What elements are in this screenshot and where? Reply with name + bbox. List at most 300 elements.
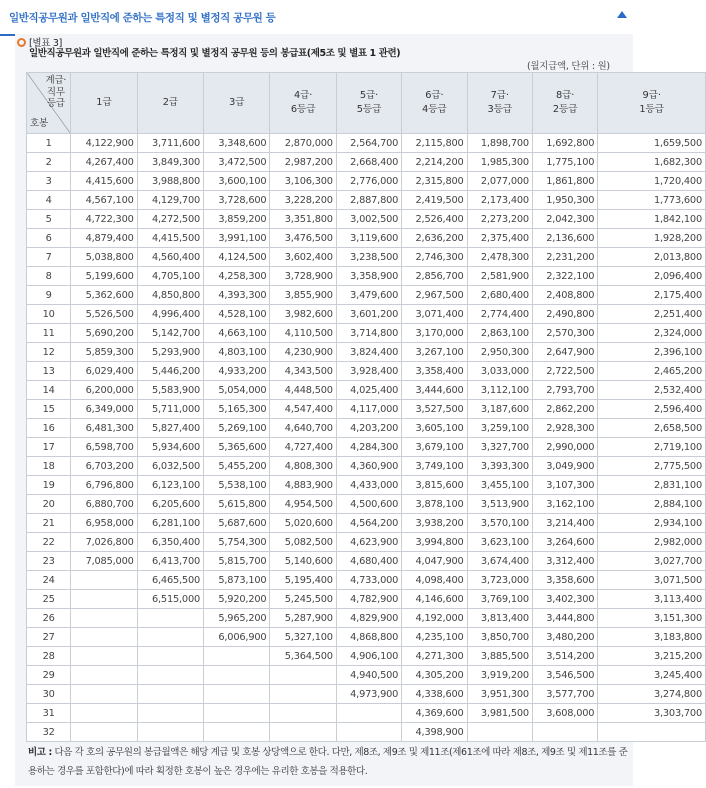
salary-cell: 1,950,300 <box>532 191 597 210</box>
salary-cell: 5,142,700 <box>137 324 203 343</box>
salary-cell: 3,228,200 <box>270 191 336 210</box>
salary-cell: 2,722,500 <box>532 362 597 381</box>
salary-cell <box>204 685 270 704</box>
salary-cell: 3,600,100 <box>204 172 270 191</box>
step-cell: 1 <box>27 134 71 153</box>
salary-cell <box>336 723 401 742</box>
salary-cell: 1,928,200 <box>598 229 706 248</box>
salary-cell: 4,727,400 <box>270 438 336 457</box>
table-annex-label: [별표 3] <box>29 38 63 49</box>
salary-cell: 2,077,000 <box>467 172 532 191</box>
salary-cell: 4,360,900 <box>336 457 401 476</box>
salary-cell: 5,287,900 <box>270 609 336 628</box>
salary-cell: 2,526,400 <box>402 210 467 229</box>
salary-cell <box>137 685 203 704</box>
salary-cell: 2,870,000 <box>270 134 336 153</box>
salary-cell: 6,598,700 <box>71 438 137 457</box>
salary-cell <box>204 723 270 742</box>
salary-cell: 2,863,100 <box>467 324 532 343</box>
salary-cell: 5,020,600 <box>270 514 336 533</box>
salary-cell: 4,122,900 <box>71 134 137 153</box>
salary-cell: 4,433,000 <box>336 476 401 495</box>
salary-cell: 5,293,900 <box>137 343 203 362</box>
salary-cell: 5,754,300 <box>204 533 270 552</box>
salary-cell: 2,490,800 <box>532 305 597 324</box>
salary-cell: 3,988,800 <box>137 172 203 191</box>
salary-cell: 3,749,100 <box>402 457 467 476</box>
salary-cell: 5,362,600 <box>71 286 137 305</box>
salary-cell: 3,215,200 <box>598 647 706 666</box>
salary-cell: 3,981,500 <box>467 704 532 723</box>
salary-cell: 1,861,800 <box>532 172 597 191</box>
table-row <box>27 305 706 324</box>
salary-cell: 5,364,500 <box>270 647 336 666</box>
table-row <box>27 590 706 609</box>
salary-cell: 1,682,300 <box>598 153 706 172</box>
salary-cell: 5,827,400 <box>137 419 203 438</box>
salary-cell <box>71 647 137 666</box>
salary-cell: 1,842,100 <box>598 210 706 229</box>
salary-cell <box>204 666 270 685</box>
salary-cell: 3,358,900 <box>336 267 401 286</box>
salary-cell: 3,183,800 <box>598 628 706 647</box>
salary-cell <box>270 685 336 704</box>
salary-cell <box>71 685 137 704</box>
salary-cell: 3,267,100 <box>402 343 467 362</box>
table-row <box>27 571 706 590</box>
salary-cell: 1,720,400 <box>598 172 706 191</box>
salary-cell: 4,567,100 <box>71 191 137 210</box>
salary-cell: 3,602,400 <box>270 248 336 267</box>
table-row <box>27 362 706 381</box>
salary-cell: 3,728,600 <box>204 191 270 210</box>
salary-cell: 3,214,400 <box>532 514 597 533</box>
table-row <box>27 647 706 666</box>
salary-cell: 4,398,900 <box>402 723 467 742</box>
salary-cell: 3,859,200 <box>204 210 270 229</box>
salary-cell: 7,026,800 <box>71 533 137 552</box>
salary-cell: 4,829,900 <box>336 609 401 628</box>
salary-cell: 4,124,500 <box>204 248 270 267</box>
salary-cell: 3,358,600 <box>532 571 597 590</box>
salary-cell: 2,982,000 <box>598 533 706 552</box>
salary-cell: 2,570,300 <box>532 324 597 343</box>
circle-bullet-icon <box>17 38 26 47</box>
salary-cell: 5,365,600 <box>204 438 270 457</box>
step-cell: 25 <box>27 590 71 609</box>
salary-cell: 6,796,800 <box>71 476 137 495</box>
step-cell: 2 <box>27 153 71 172</box>
table-row <box>27 457 706 476</box>
salary-cell: 4,272,500 <box>137 210 203 229</box>
table-row <box>27 267 706 286</box>
salary-cell: 3,769,100 <box>467 590 532 609</box>
salary-cell: 3,679,100 <box>402 438 467 457</box>
table-row <box>27 210 706 229</box>
salary-cell: 3,623,100 <box>467 533 532 552</box>
salary-cell: 3,312,400 <box>532 552 597 571</box>
salary-cell: 5,269,100 <box>204 419 270 438</box>
salary-cell: 3,033,000 <box>467 362 532 381</box>
salary-cell: 4,284,300 <box>336 438 401 457</box>
salary-cell: 5,082,500 <box>270 533 336 552</box>
salary-cell <box>598 723 706 742</box>
salary-cell: 4,235,100 <box>402 628 467 647</box>
salary-cell: 5,920,200 <box>204 590 270 609</box>
table-row <box>27 419 706 438</box>
salary-cell: 4,940,500 <box>336 666 401 685</box>
salary-cell <box>270 666 336 685</box>
salary-cell: 3,855,900 <box>270 286 336 305</box>
step-cell: 20 <box>27 495 71 514</box>
salary-cell: 3,885,500 <box>467 647 532 666</box>
salary-cell: 2,408,800 <box>532 286 597 305</box>
salary-cell <box>137 647 203 666</box>
salary-cell: 2,465,200 <box>598 362 706 381</box>
salary-cell: 2,396,100 <box>598 343 706 362</box>
column-header: 2급 <box>137 73 203 134</box>
salary-cell: 3,151,300 <box>598 609 706 628</box>
salary-cell: 6,032,500 <box>137 457 203 476</box>
salary-cell: 4,560,400 <box>137 248 203 267</box>
salary-cell: 3,002,500 <box>336 210 401 229</box>
step-cell: 5 <box>27 210 71 229</box>
salary-cell: 2,776,000 <box>336 172 401 191</box>
salary-cell: 4,267,400 <box>71 153 137 172</box>
salary-cell: 3,605,100 <box>402 419 467 438</box>
salary-cell: 3,546,500 <box>532 666 597 685</box>
salary-cell: 3,994,800 <box>402 533 467 552</box>
salary-cell: 3,455,100 <box>467 476 532 495</box>
salary-cell: 3,527,500 <box>402 400 467 419</box>
salary-cell: 6,880,700 <box>71 495 137 514</box>
salary-cell: 3,071,500 <box>598 571 706 590</box>
salary-cell: 4,448,500 <box>270 381 336 400</box>
salary-cell: 1,692,800 <box>532 134 597 153</box>
table-row <box>27 704 706 723</box>
salary-cell: 3,951,300 <box>467 685 532 704</box>
salary-cell: 5,327,100 <box>270 628 336 647</box>
salary-cell: 3,393,300 <box>467 457 532 476</box>
salary-cell: 2,042,300 <box>532 210 597 229</box>
remark-label: 비고 : <box>28 747 52 758</box>
table-row <box>27 324 706 343</box>
salary-cell: 1,898,700 <box>467 134 532 153</box>
salary-cell: 4,547,400 <box>270 400 336 419</box>
salary-cell: 6,200,000 <box>71 381 137 400</box>
salary-cell: 4,722,300 <box>71 210 137 229</box>
step-cell: 6 <box>27 229 71 248</box>
grade-axis-label: 계급· 직무 등급 <box>45 75 67 109</box>
salary-cell: 5,140,600 <box>270 552 336 571</box>
salary-cell: 4,733,000 <box>336 571 401 590</box>
salary-cell <box>137 609 203 628</box>
salary-cell: 1,985,300 <box>467 153 532 172</box>
salary-cell <box>71 723 137 742</box>
salary-cell: 4,663,100 <box>204 324 270 343</box>
salary-cell: 4,564,200 <box>336 514 401 533</box>
salary-cell: 2,775,500 <box>598 457 706 476</box>
salary-cell <box>137 666 203 685</box>
step-cell: 7 <box>27 248 71 267</box>
salary-cell: 4,623,900 <box>336 533 401 552</box>
salary-cell: 5,711,000 <box>137 400 203 419</box>
salary-cell: 6,349,000 <box>71 400 137 419</box>
salary-cell: 5,526,500 <box>71 305 137 324</box>
step-cell: 4 <box>27 191 71 210</box>
salary-cell: 2,322,100 <box>532 267 597 286</box>
step-cell: 19 <box>27 476 71 495</box>
salary-cell: 3,351,800 <box>270 210 336 229</box>
step-cell: 24 <box>27 571 71 590</box>
salary-cell: 3,348,600 <box>204 134 270 153</box>
salary-cell: 1,773,600 <box>598 191 706 210</box>
table-row <box>27 495 706 514</box>
salary-cell: 5,615,800 <box>204 495 270 514</box>
salary-cell <box>71 609 137 628</box>
table-row <box>27 248 706 267</box>
salary-cell: 3,824,400 <box>336 343 401 362</box>
salary-cell: 3,570,100 <box>467 514 532 533</box>
salary-cell: 3,049,900 <box>532 457 597 476</box>
remark-note <box>28 743 628 781</box>
salary-cell: 1,659,500 <box>598 134 706 153</box>
table-row <box>27 381 706 400</box>
salary-cell <box>71 571 137 590</box>
salary-cell: 3,119,600 <box>336 229 401 248</box>
salary-cell: 4,879,400 <box>71 229 137 248</box>
step-cell: 21 <box>27 514 71 533</box>
salary-cell: 4,528,100 <box>204 305 270 324</box>
column-header: 4급· 6등급 <box>270 73 336 134</box>
salary-cell: 4,883,900 <box>270 476 336 495</box>
salary-cell: 3,938,200 <box>402 514 467 533</box>
step-cell: 27 <box>27 628 71 647</box>
salary-cell: 4,996,400 <box>137 305 203 324</box>
salary-cell: 2,478,300 <box>467 248 532 267</box>
salary-cell: 2,564,700 <box>336 134 401 153</box>
salary-cell: 3,106,300 <box>270 172 336 191</box>
table-row <box>27 476 706 495</box>
salary-cell: 3,723,000 <box>467 571 532 590</box>
table-row <box>27 685 706 704</box>
salary-cell: 2,793,700 <box>532 381 597 400</box>
salary-cell: 5,199,600 <box>71 267 137 286</box>
salary-cell: 6,006,900 <box>204 628 270 647</box>
salary-cell: 2,315,800 <box>402 172 467 191</box>
step-cell: 32 <box>27 723 71 742</box>
salary-cell: 3,982,600 <box>270 305 336 324</box>
salary-cell: 5,038,800 <box>71 248 137 267</box>
salary-cell: 2,928,300 <box>532 419 597 438</box>
salary-cell: 3,264,600 <box>532 533 597 552</box>
salary-cell: 3,674,400 <box>467 552 532 571</box>
salary-cell <box>71 666 137 685</box>
remark-text: 다음 각 호의 공무원의 봉급월액은 해당 계급 및 호봉 상당액으로 한다. 다만, 제8조, 제9조 및 제11조(제61조에 따라 제8조, 제9조 및 제11조를 준용하는 경우를 포함한다)에 따라 획정한 호봉이 높은 경우에는 유리한 호봉을 적용한다. <box>28 747 628 777</box>
salary-cell: 4,705,100 <box>137 267 203 286</box>
salary-cell: 3,514,200 <box>532 647 597 666</box>
salary-cell: 2,887,800 <box>336 191 401 210</box>
salary-cell: 2,990,000 <box>532 438 597 457</box>
salary-cell: 6,958,000 <box>71 514 137 533</box>
accordion-header[interactable] <box>0 0 633 36</box>
salary-cell: 2,175,400 <box>598 286 706 305</box>
salary-cell: 2,532,400 <box>598 381 706 400</box>
salary-cell: 3,513,900 <box>467 495 532 514</box>
table-row <box>27 286 706 305</box>
salary-cell <box>204 704 270 723</box>
salary-cell: 2,680,400 <box>467 286 532 305</box>
column-header: 9급· 1등급 <box>598 73 706 134</box>
column-header: 1급 <box>71 73 137 134</box>
salary-cell: 3,071,400 <box>402 305 467 324</box>
salary-cell: 2,719,100 <box>598 438 706 457</box>
salary-cell: 4,973,900 <box>336 685 401 704</box>
salary-cell: 4,415,600 <box>71 172 137 191</box>
table-header-row <box>27 73 706 134</box>
step-cell: 12 <box>27 343 71 362</box>
salary-cell: 4,025,400 <box>336 381 401 400</box>
salary-cell <box>71 628 137 647</box>
salary-cell: 3,327,700 <box>467 438 532 457</box>
salary-cell: 3,170,000 <box>402 324 467 343</box>
step-cell: 8 <box>27 267 71 286</box>
salary-cell: 6,281,100 <box>137 514 203 533</box>
salary-cell: 3,711,600 <box>137 134 203 153</box>
salary-cell: 4,098,400 <box>402 571 467 590</box>
salary-cell: 4,047,900 <box>402 552 467 571</box>
salary-cell: 2,774,400 <box>467 305 532 324</box>
salary-cell <box>467 723 532 742</box>
step-cell: 11 <box>27 324 71 343</box>
step-cell: 31 <box>27 704 71 723</box>
salary-cell: 4,203,200 <box>336 419 401 438</box>
salary-cell: 2,596,400 <box>598 400 706 419</box>
salary-cell: 3,303,700 <box>598 704 706 723</box>
salary-cell: 4,369,600 <box>402 704 467 723</box>
salary-cell: 3,991,100 <box>204 229 270 248</box>
step-cell: 28 <box>27 647 71 666</box>
salary-cell: 3,728,900 <box>270 267 336 286</box>
salary-cell: 6,205,600 <box>137 495 203 514</box>
salary-cell: 5,873,100 <box>204 571 270 590</box>
salary-cell: 2,013,800 <box>598 248 706 267</box>
salary-cell: 2,647,900 <box>532 343 597 362</box>
table-row <box>27 229 706 248</box>
salary-cell <box>137 704 203 723</box>
salary-cell: 3,274,800 <box>598 685 706 704</box>
salary-cell: 4,803,100 <box>204 343 270 362</box>
step-cell: 13 <box>27 362 71 381</box>
salary-cell: 3,813,400 <box>467 609 532 628</box>
step-cell: 29 <box>27 666 71 685</box>
step-axis-label: 호봉 <box>30 118 48 129</box>
step-cell: 10 <box>27 305 71 324</box>
salary-cell: 4,640,700 <box>270 419 336 438</box>
salary-cell: 5,934,600 <box>137 438 203 457</box>
salary-cell: 3,714,800 <box>336 324 401 343</box>
salary-cell: 2,934,100 <box>598 514 706 533</box>
salary-cell: 5,446,200 <box>137 362 203 381</box>
salary-cell: 2,419,500 <box>402 191 467 210</box>
column-header: 3급 <box>204 73 270 134</box>
salary-cell: 3,850,700 <box>467 628 532 647</box>
salary-cell: 6,350,400 <box>137 533 203 552</box>
salary-cell: 4,808,300 <box>270 457 336 476</box>
salary-cell: 2,856,700 <box>402 267 467 286</box>
salary-cell: 3,815,600 <box>402 476 467 495</box>
step-cell: 30 <box>27 685 71 704</box>
salary-cell <box>532 723 597 742</box>
salary-cell: 3,479,600 <box>336 286 401 305</box>
salary-cell: 2,136,600 <box>532 229 597 248</box>
salary-cell: 2,884,100 <box>598 495 706 514</box>
accordion-title[interactable]: 일반직공무원과 일반직에 준하는 특정직 및 별정직 공무원 등 <box>9 12 276 24</box>
column-header: 7급· 3등급 <box>467 73 532 134</box>
salary-table <box>26 72 706 742</box>
salary-cell: 2,636,200 <box>402 229 467 248</box>
salary-cell <box>137 628 203 647</box>
salary-cell: 3,919,200 <box>467 666 532 685</box>
step-cell: 23 <box>27 552 71 571</box>
salary-cell: 3,402,300 <box>532 590 597 609</box>
salary-cell <box>270 704 336 723</box>
salary-cell: 3,472,500 <box>204 153 270 172</box>
salary-cell: 3,107,300 <box>532 476 597 495</box>
salary-cell: 4,680,400 <box>336 552 401 571</box>
salary-cell: 4,258,300 <box>204 267 270 286</box>
salary-cell: 5,245,500 <box>270 590 336 609</box>
salary-cell: 6,029,400 <box>71 362 137 381</box>
table-row <box>27 400 706 419</box>
salary-cell: 5,165,300 <box>204 400 270 419</box>
salary-cell: 3,358,400 <box>402 362 467 381</box>
salary-cell: 3,577,700 <box>532 685 597 704</box>
column-header: 5급· 5등급 <box>336 73 401 134</box>
salary-cell: 3,187,600 <box>467 400 532 419</box>
salary-cell: 4,393,300 <box>204 286 270 305</box>
salary-cell: 5,965,200 <box>204 609 270 628</box>
salary-cell: 3,113,400 <box>598 590 706 609</box>
salary-cell: 4,782,900 <box>336 590 401 609</box>
column-header: 8급· 2등급 <box>532 73 597 134</box>
salary-cell: 3,849,300 <box>137 153 203 172</box>
step-cell: 26 <box>27 609 71 628</box>
salary-cell: 6,703,200 <box>71 457 137 476</box>
salary-cell: 4,230,900 <box>270 343 336 362</box>
salary-cell <box>270 723 336 742</box>
salary-cell: 3,444,600 <box>402 381 467 400</box>
salary-cell: 2,231,200 <box>532 248 597 267</box>
corner-header-cell <box>27 73 71 134</box>
salary-cell: 4,110,500 <box>270 324 336 343</box>
salary-cell: 5,455,200 <box>204 457 270 476</box>
salary-cell: 2,746,300 <box>402 248 467 267</box>
salary-cell: 7,085,000 <box>71 552 137 571</box>
salary-cell: 2,273,200 <box>467 210 532 229</box>
salary-cell: 3,238,500 <box>336 248 401 267</box>
salary-cell: 3,476,500 <box>270 229 336 248</box>
salary-cell: 4,933,200 <box>204 362 270 381</box>
salary-cell: 6,481,300 <box>71 419 137 438</box>
salary-cell <box>71 704 137 723</box>
salary-cell <box>336 704 401 723</box>
step-cell: 17 <box>27 438 71 457</box>
salary-cell: 2,862,200 <box>532 400 597 419</box>
salary-cell: 5,195,400 <box>270 571 336 590</box>
collapse-arrow-icon[interactable] <box>617 11 627 18</box>
salary-table-container[interactable] <box>26 72 702 738</box>
